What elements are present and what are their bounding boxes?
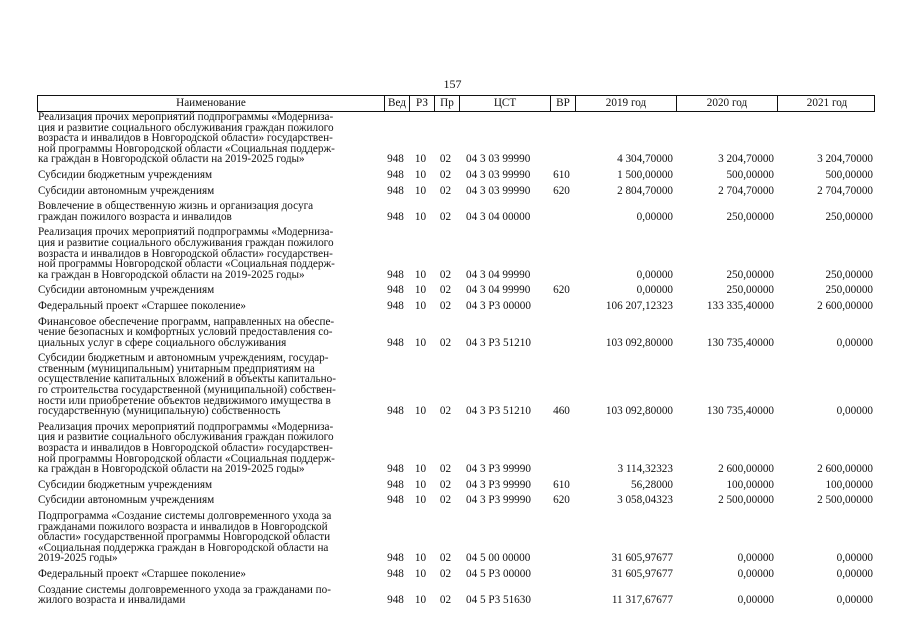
pr-cell: 02 xyxy=(439,552,452,565)
name-cell xyxy=(37,301,383,312)
amount-2021-cell: 0,00000 xyxy=(836,336,873,349)
name-line: Субсидии бюджетным учреждениям xyxy=(38,478,213,491)
name-line: осуществление капитальных вложений в объекты капитально- xyxy=(38,373,336,386)
pr-cell: 02 xyxy=(439,268,452,281)
name-cell xyxy=(37,511,383,564)
name-line: ция и развитие социального обслуживания граждан пожилого xyxy=(38,236,334,249)
rz-cell: 10 xyxy=(414,552,427,565)
amount-2020-cell: 3 204,70000 xyxy=(718,153,774,166)
rz-cell: 10 xyxy=(414,463,427,476)
header-2019: 2019 год xyxy=(575,96,676,111)
amount-2019-cell: 103 092,80000 xyxy=(605,336,673,349)
name-line: Реализация прочих мероприятий подпрограммы «Модерниза- xyxy=(38,111,334,123)
amount-2020-cell: 133 335,40000 xyxy=(706,299,774,312)
name-line: 2019-2025 годы» xyxy=(38,552,118,565)
rz-cell: 10 xyxy=(414,268,427,281)
table-row xyxy=(37,201,875,222)
amount-2021-cell: 0,00000 xyxy=(836,552,873,565)
amount-2019-cell: 1 500,00000 xyxy=(617,168,673,181)
name-line: циальных услуг в сфере социального обслуживания xyxy=(38,336,287,349)
name-line: Субсидии автономным учреждениям xyxy=(38,184,215,197)
amount-2019-cell: 11 317,67677 xyxy=(611,594,673,607)
amount-2020-cell: 0,00000 xyxy=(737,552,774,565)
name-line: го строительства государственной (муниципальной) собствен- xyxy=(38,384,336,397)
cst-cell: 04 3 P3 99990 xyxy=(466,478,531,491)
rz-cell: 10 xyxy=(414,494,427,507)
amount-2020-cell: 250,00000 xyxy=(726,284,774,297)
table-row xyxy=(37,569,875,580)
header-rz: РЗ xyxy=(409,96,434,111)
amount-2019-cell: 0,00000 xyxy=(636,284,673,297)
ved-cell: 948 xyxy=(387,494,404,507)
table-row xyxy=(37,112,875,165)
table-body xyxy=(37,112,875,606)
amount-2019-cell: 0,00000 xyxy=(636,268,673,281)
ved-cell: 948 xyxy=(387,567,404,580)
table-row xyxy=(37,186,875,197)
amount-2020-cell: 130 735,40000 xyxy=(706,336,774,349)
cst-cell: 04 3 04 00000 xyxy=(466,210,531,223)
name-line: «Социальная поддержка граждан в Новгородской области на xyxy=(38,541,329,554)
amount-2021-cell: 500,00000 xyxy=(825,168,873,181)
header-cst: ЦСТ xyxy=(459,96,550,111)
name-cell xyxy=(37,480,383,491)
name-line: Субсидии бюджетным и автономным учреждениям, государ- xyxy=(38,352,329,365)
vr-cell: 460 xyxy=(553,405,570,418)
pr-cell: 02 xyxy=(439,153,452,166)
amount-2021-cell: 250,00000 xyxy=(825,268,873,281)
page-number: 157 xyxy=(443,77,462,91)
cst-cell: 04 3 04 99990 xyxy=(466,284,531,297)
ved-cell: 948 xyxy=(387,284,404,297)
pr-cell: 02 xyxy=(439,405,452,418)
table-header xyxy=(37,95,875,112)
amount-2021-cell: 2 500,00000 xyxy=(817,494,873,507)
vr-cell: 620 xyxy=(553,494,570,507)
pr-cell: 02 xyxy=(439,284,452,297)
table-row xyxy=(37,227,875,280)
ved-cell: 948 xyxy=(387,336,404,349)
table-row xyxy=(37,353,875,417)
table-row xyxy=(37,422,875,475)
ved-cell: 948 xyxy=(387,210,404,223)
name-line: ности или приобретение объектов недвижимого имущества в xyxy=(38,394,331,407)
cst-cell: 04 3 03 99990 xyxy=(466,153,531,166)
amount-2020-cell: 0,00000 xyxy=(737,594,774,607)
amount-2020-cell: 130 735,40000 xyxy=(706,405,774,418)
amount-2020-cell: 250,00000 xyxy=(726,268,774,281)
rz-cell: 10 xyxy=(414,284,427,297)
ved-cell: 948 xyxy=(387,405,404,418)
name-cell xyxy=(37,285,383,296)
name-line: ной программы Новгородской области «Социальная поддерж- xyxy=(38,142,335,155)
ved-cell: 948 xyxy=(387,478,404,491)
name-line: жилого возраста и инвалидами xyxy=(38,594,186,607)
name-line: Реализация прочих мероприятий подпрограммы «Модерниза- xyxy=(38,420,334,433)
amount-2021-cell: 100,00000 xyxy=(825,478,873,491)
name-cell xyxy=(37,170,383,181)
name-line: Создание системы долговременного ухода за гражданами по- xyxy=(38,583,331,596)
amount-2021-cell: 3 204,70000 xyxy=(817,153,873,166)
amount-2020-cell: 2 704,70000 xyxy=(718,184,774,197)
pr-cell: 02 xyxy=(439,594,452,607)
name-cell xyxy=(37,495,383,506)
amount-2019-cell: 0,00000 xyxy=(636,210,673,223)
name-line: Финансовое обеспечение программ, направленных на обеспе- xyxy=(38,315,335,328)
name-cell xyxy=(37,422,383,475)
ved-cell: 948 xyxy=(387,594,404,607)
name-line: граждан пожилого возраста и инвалидов xyxy=(38,210,232,223)
name-line: гражданами пожилого возраста и инвалидов в Новгородской xyxy=(38,520,328,533)
vr-cell: 620 xyxy=(553,184,570,197)
cst-cell: 04 3 03 99990 xyxy=(466,184,531,197)
name-line: ция и развитие социального обслуживания граждан пожилого xyxy=(38,431,334,444)
name-cell xyxy=(37,186,383,197)
name-line: ция и развитие социального обслуживания граждан пожилого xyxy=(38,121,334,134)
name-line: Вовлечение в общественную жизнь и организация досуга xyxy=(38,200,314,213)
pr-cell: 02 xyxy=(439,336,452,349)
name-line: ственным (муниципальным) унитарным предприятиям на xyxy=(38,362,315,375)
name-cell xyxy=(37,112,383,165)
pr-cell: 02 xyxy=(439,299,452,312)
amount-2020-cell: 100,00000 xyxy=(726,478,774,491)
amount-2020-cell: 2 600,00000 xyxy=(718,463,774,476)
amount-2019-cell: 3 058,04323 xyxy=(617,494,673,507)
name-line: Реализация прочих мероприятий подпрограммы «Модерниза- xyxy=(38,226,334,239)
ved-cell: 948 xyxy=(387,552,404,565)
name-cell xyxy=(37,201,383,222)
header-pr: Пр xyxy=(434,96,459,111)
pr-cell: 02 xyxy=(439,168,452,181)
cst-cell: 04 3 P3 99990 xyxy=(466,463,531,476)
pr-cell: 02 xyxy=(439,184,452,197)
budget-table xyxy=(37,95,875,606)
rz-cell: 10 xyxy=(414,405,427,418)
ved-cell: 948 xyxy=(387,153,404,166)
name-line: области» государственной программы Новгородской области xyxy=(38,531,331,544)
pr-cell: 02 xyxy=(439,567,452,580)
name-line: возраста и инвалидов в Новгородской области» государствен- xyxy=(38,442,333,455)
table-row xyxy=(37,317,875,349)
ved-cell: 948 xyxy=(387,184,404,197)
amount-2021-cell: 2 600,00000 xyxy=(817,463,873,476)
vr-cell: 610 xyxy=(553,168,570,181)
amount-2019-cell: 56,28000 xyxy=(631,478,673,491)
name-line: Субсидии бюджетным учреждениям xyxy=(38,168,213,181)
table-row xyxy=(37,285,875,296)
name-cell xyxy=(37,585,383,606)
rz-cell: 10 xyxy=(414,567,427,580)
cst-cell: 04 3 P3 51210 xyxy=(466,336,531,349)
name-cell xyxy=(37,569,383,580)
header-ved: Вед xyxy=(384,96,409,111)
table-row xyxy=(37,495,875,506)
amount-2020-cell: 250,00000 xyxy=(726,210,774,223)
amount-2021-cell: 0,00000 xyxy=(836,567,873,580)
ved-cell: 948 xyxy=(387,463,404,476)
table-row xyxy=(37,301,875,312)
name-cell xyxy=(37,227,383,280)
pr-cell: 02 xyxy=(439,463,452,476)
cst-cell: 04 3 03 99990 xyxy=(466,168,531,181)
name-line: Субсидии автономным учреждениям xyxy=(38,284,215,297)
pr-cell: 02 xyxy=(439,210,452,223)
name-cell xyxy=(37,353,383,417)
amount-2021-cell: 2 704,70000 xyxy=(817,184,873,197)
name-line: чение безопасных и комфортных условий предоставления со- xyxy=(38,326,333,339)
rz-cell: 10 xyxy=(414,210,427,223)
name-line: ной программы Новгородской области «Социальная поддерж- xyxy=(38,258,335,271)
pr-cell: 02 xyxy=(439,494,452,507)
amount-2019-cell: 31 605,97677 xyxy=(611,567,673,580)
table-row xyxy=(37,585,875,606)
amount-2021-cell: 250,00000 xyxy=(825,210,873,223)
name-cell xyxy=(37,317,383,349)
rz-cell: 10 xyxy=(414,153,427,166)
pr-cell: 02 xyxy=(439,478,452,491)
header-vr: ВР xyxy=(550,96,575,111)
header-2021: 2021 год xyxy=(777,96,876,111)
amount-2019-cell: 2 804,70000 xyxy=(617,184,673,197)
name-line: ка граждан в Новгородской области на 2019-2025 годы» xyxy=(38,268,305,281)
rz-cell: 10 xyxy=(414,299,427,312)
name-line: возраста и инвалидов в Новгородской области» государствен- xyxy=(38,132,333,145)
name-line: государственную (муниципальную) собственность xyxy=(38,405,281,418)
amount-2021-cell: 2 600,00000 xyxy=(817,299,873,312)
name-line: Субсидии автономным учреждениям xyxy=(38,494,215,507)
cst-cell: 04 3 P3 51210 xyxy=(466,405,531,418)
name-line: ка граждан в Новгородской области на 2019-2025 годы» xyxy=(38,153,305,166)
vr-cell: 610 xyxy=(553,478,570,491)
vr-cell: 620 xyxy=(553,284,570,297)
amount-2020-cell: 0,00000 xyxy=(737,567,774,580)
name-line: Подпрограмма «Создание системы долговременного ухода за xyxy=(38,510,332,522)
name-line: ной программы Новгородской области «Социальная поддерж- xyxy=(38,452,335,465)
table-row xyxy=(37,480,875,491)
rz-cell: 10 xyxy=(414,184,427,197)
amount-2020-cell: 2 500,00000 xyxy=(718,494,774,507)
rz-cell: 10 xyxy=(414,336,427,349)
ved-cell: 948 xyxy=(387,268,404,281)
cst-cell: 04 5 P3 51630 xyxy=(466,594,531,607)
table-row xyxy=(37,511,875,564)
amount-2019-cell: 31 605,97677 xyxy=(611,552,673,565)
table-row xyxy=(37,170,875,181)
name-line: ка граждан в Новгородской области на 2019-2025 годы» xyxy=(38,463,305,476)
rz-cell: 10 xyxy=(414,594,427,607)
cst-cell: 04 5 P3 00000 xyxy=(466,567,531,580)
ved-cell: 948 xyxy=(387,168,404,181)
name-line: возраста и инвалидов в Новгородской области» государствен- xyxy=(38,247,333,260)
cst-cell: 04 3 04 99990 xyxy=(466,268,531,281)
amount-2021-cell: 250,00000 xyxy=(825,284,873,297)
header-2020: 2020 год xyxy=(676,96,777,111)
header-name: Наименование xyxy=(176,97,246,110)
amount-2019-cell: 103 092,80000 xyxy=(605,405,673,418)
name-line: Федеральный проект «Старшее поколение» xyxy=(38,299,247,312)
amount-2021-cell: 0,00000 xyxy=(836,405,873,418)
amount-2019-cell: 4 304,70000 xyxy=(617,153,673,166)
rz-cell: 10 xyxy=(414,168,427,181)
cst-cell: 04 5 00 00000 xyxy=(466,552,531,565)
amount-2020-cell: 500,00000 xyxy=(726,168,774,181)
cst-cell: 04 3 P3 00000 xyxy=(466,299,531,312)
amount-2019-cell: 106 207,12323 xyxy=(605,299,673,312)
rz-cell: 10 xyxy=(414,478,427,491)
name-line: Федеральный проект «Старшее поколение» xyxy=(38,567,247,580)
amount-2019-cell: 3 114,32323 xyxy=(617,463,673,476)
cst-cell: 04 3 P3 99990 xyxy=(466,494,531,507)
ved-cell: 948 xyxy=(387,299,404,312)
amount-2021-cell: 0,00000 xyxy=(836,594,873,607)
